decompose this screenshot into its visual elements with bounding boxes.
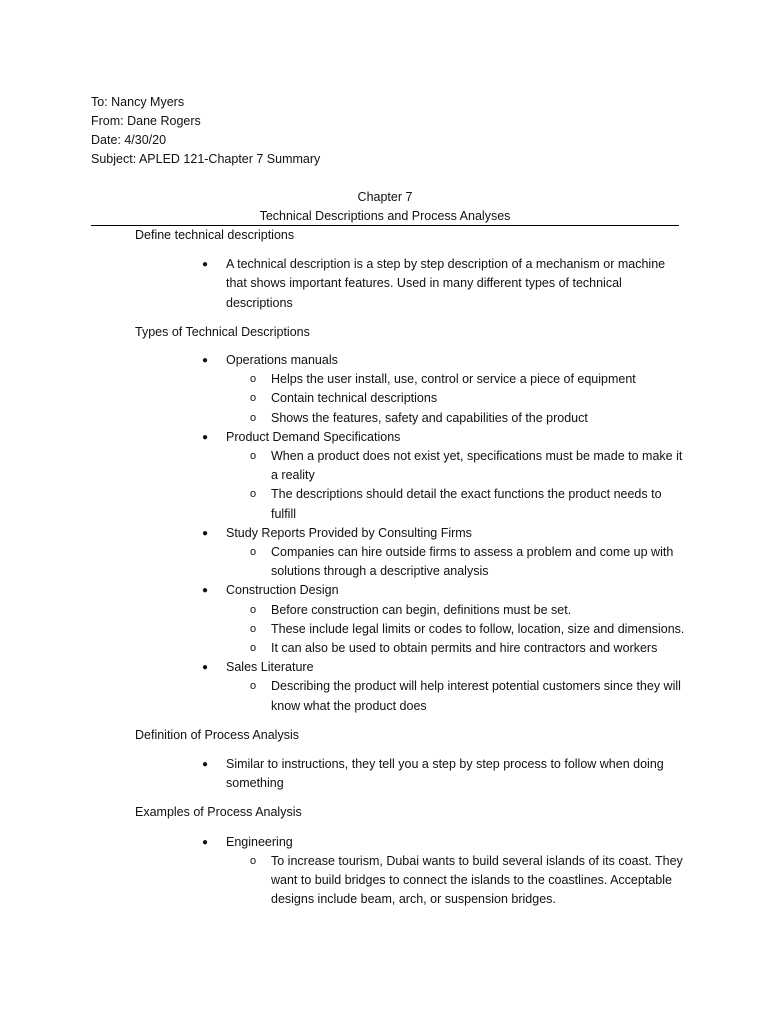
sub-list-item-text: To increase tourism, Dubai wants to build several islands of its coast. They want to build bridges to connect the islands to the coastlines. Acceptable designs include beam, arch, or suspension bridges. — [271, 853, 683, 907]
list-item-text: Product Demand Specifications — [226, 429, 401, 444]
sub-list-item — [249, 677, 686, 715]
list-item-text: A technical description is a step by step description of a mechanism or machine that shows important features. Used in many different types of technical descriptions — [226, 257, 666, 310]
chapter-label: Chapter 7 — [357, 190, 413, 204]
memo-to: To: Nancy Myers — [91, 95, 185, 109]
circle-bullet-icon: o — [249, 411, 257, 424]
sub-list-item-text: Helps the user install, use, control or service a piece of equipment — [271, 372, 636, 387]
sub-list-item-text: The descriptions should detail the exact functions the product needs to fulfill — [271, 487, 662, 521]
sub-list-item-text: It can also be used to obtain permits and hire contractors and workers — [271, 641, 658, 656]
circle-bullet-icon: o — [249, 642, 257, 655]
circle-bullet-icon: o — [249, 373, 257, 386]
document-title: Technical Descriptions and Process Analyses — [259, 209, 511, 223]
sub-list-item — [249, 620, 686, 639]
bullet-icon: ● — [201, 355, 209, 367]
bullet-icon: ● — [201, 662, 209, 674]
bullet-icon: ● — [201, 259, 209, 271]
list-item — [201, 755, 686, 793]
sub-list-item — [249, 601, 686, 620]
list-item — [201, 428, 686, 447]
list-item-text: Study Reports Provided by Consulting Firms — [226, 525, 472, 540]
list-item-text: Operations manuals — [226, 353, 338, 368]
sub-list-item — [249, 389, 686, 408]
list-item — [201, 581, 686, 600]
section-heading: Definition of Process Analysis — [135, 727, 299, 742]
sub-list-item — [249, 852, 686, 910]
list-item — [201, 524, 686, 543]
sub-list-item-text: When a product does not exist yet, specifications must be made to make it a reality — [271, 449, 683, 483]
list-item-text: Similar to instructions, they tell you a step by step process to follow when doing something — [226, 757, 664, 791]
sub-list-item-text: These include legal limits or codes to follow, location, size and dimensions. — [271, 621, 685, 636]
document-body — [0, 226, 768, 910]
bullet-icon: ● — [201, 759, 209, 771]
circle-bullet-icon: o — [249, 622, 257, 635]
circle-bullet-icon: o — [249, 546, 257, 559]
sub-list-item-text: Describing the product will help interest potential customers since they will know what the product does — [271, 679, 681, 713]
sub-list-item-text: Shows the features, safety and capabilities of the product — [271, 410, 588, 425]
circle-bullet-icon: o — [249, 392, 257, 405]
list-item-text: Sales Literature — [226, 660, 314, 675]
circle-bullet-icon: o — [249, 603, 257, 616]
circle-bullet-icon: o — [249, 680, 257, 693]
section-heading: Examples of Process Analysis — [135, 805, 302, 820]
bullet-icon: ● — [201, 431, 209, 443]
list-item-text: Engineering — [226, 834, 293, 849]
bullet-icon: ● — [201, 527, 209, 539]
sub-list-item — [249, 485, 686, 523]
sub-list-item-text: Contain technical descriptions — [271, 391, 438, 406]
document-header — [91, 188, 679, 226]
sub-list-item — [249, 543, 686, 581]
bullet-icon: ● — [201, 585, 209, 597]
sub-list-item-text: Companies can hire outside firms to assess a problem and come up with solutions through a descriptive analysis — [271, 545, 674, 579]
sub-list-item — [249, 370, 686, 389]
circle-bullet-icon: o — [249, 854, 257, 867]
list-item — [201, 255, 686, 313]
list-item — [201, 658, 686, 677]
circle-bullet-icon: o — [249, 450, 257, 463]
memo-date: Date: 4/30/20 — [91, 133, 167, 147]
list-item-text: Construction Design — [226, 583, 339, 598]
section-heading: Define technical descriptions — [135, 228, 295, 242]
bullet-icon: ● — [201, 836, 209, 848]
memo-from: From: Dane Rogers — [91, 114, 201, 128]
sub-list-item-text: Before construction can begin, definitions must be set. — [271, 602, 572, 617]
memo-subject: Subject: APLED 121-Chapter 7 Summary — [91, 152, 321, 166]
memo-header — [91, 93, 320, 169]
list-item — [201, 351, 686, 370]
sub-list-item — [249, 639, 686, 658]
section-heading: Types of Technical Descriptions — [135, 324, 310, 339]
sub-list-item — [249, 409, 686, 428]
sub-list-item — [249, 447, 686, 485]
circle-bullet-icon: o — [249, 488, 257, 501]
list-item — [201, 833, 686, 852]
